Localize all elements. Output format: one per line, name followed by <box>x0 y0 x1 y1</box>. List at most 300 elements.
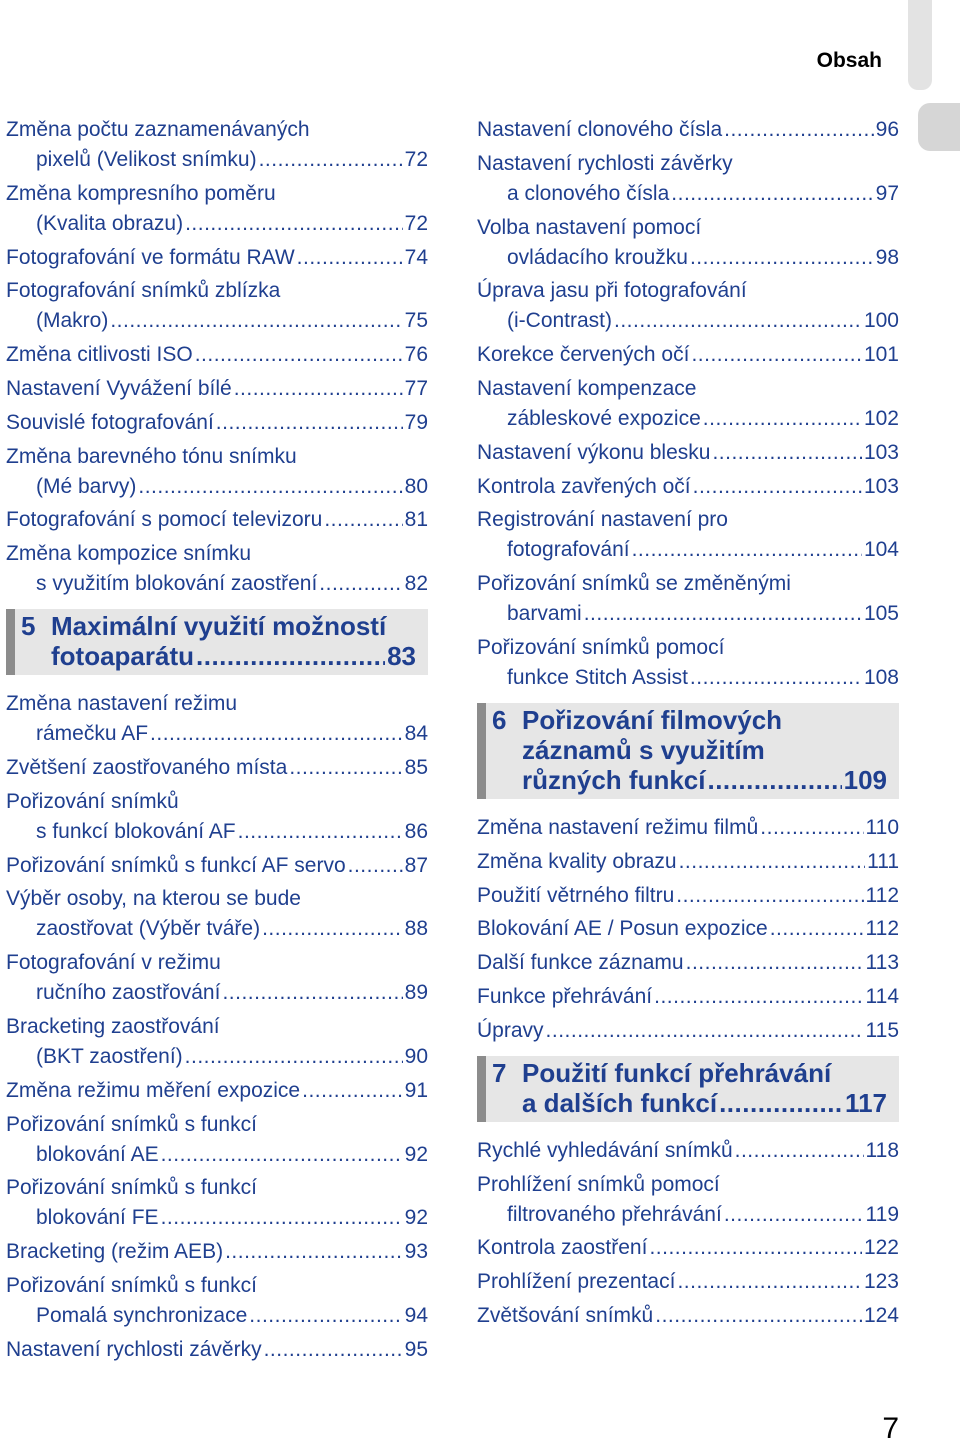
dot-leader <box>161 1140 403 1170</box>
dot-leader <box>654 982 863 1012</box>
toc-page-number: 75 <box>404 309 428 333</box>
toc-entry[interactable] <box>6 340 428 370</box>
toc-entry-text: Fotografování snímků zblízka <box>6 279 281 303</box>
toc-entry-text: Blokování AE / Posun expozice <box>477 917 768 941</box>
toc-page-number: 93 <box>404 1240 428 1264</box>
toc-entry[interactable] <box>6 1173 428 1233</box>
toc-entry-line <box>6 689 428 719</box>
toc-entry-line <box>6 243 428 273</box>
toc-section-heading[interactable] <box>477 1056 899 1122</box>
toc-entry[interactable] <box>6 115 428 175</box>
toc-entry-text: Změna nastavení režimu filmů <box>477 815 759 839</box>
toc-entry-text: Nastavení rychlosti závěrky <box>6 1337 262 1361</box>
toc-entry-line <box>477 982 899 1012</box>
dot-leader <box>679 847 865 877</box>
toc-entry-line <box>477 948 899 978</box>
dot-leader <box>691 340 862 370</box>
toc-entry-text: pixelů (Velikost snímku) <box>36 148 257 171</box>
toc-entry-line <box>6 179 428 209</box>
toc-entry[interactable] <box>477 213 899 273</box>
toc-page-number: 114 <box>865 984 899 1008</box>
toc-entry-line <box>6 719 428 749</box>
toc-entry-line <box>477 340 899 370</box>
toc-entry-text: Pořizování snímků pomocí <box>477 635 725 659</box>
toc-entry[interactable] <box>477 1301 899 1331</box>
toc-entry-line <box>477 1016 899 1046</box>
toc-entry[interactable] <box>477 847 899 877</box>
toc-entry-line <box>477 149 899 179</box>
toc-entry[interactable] <box>477 948 899 978</box>
toc-entry-text: Změna barevného tónu snímku <box>6 444 297 468</box>
toc-entry-text: fotografování <box>507 538 630 562</box>
dot-leader <box>735 1136 864 1166</box>
dot-leader <box>289 753 402 783</box>
toc-entry-line <box>6 306 428 336</box>
toc-entry[interactable] <box>6 787 428 847</box>
section-page-number: 117 <box>845 1087 887 1118</box>
toc-entry-text: zábleskové expozice <box>507 406 701 430</box>
toc-entry[interactable] <box>6 408 428 438</box>
toc-entry-line <box>477 1301 899 1331</box>
toc-entry-text: s využitím blokování zaostření <box>36 572 318 596</box>
dot-leader <box>348 851 403 881</box>
toc-entry-line <box>6 539 428 569</box>
dot-leader <box>319 569 402 599</box>
section-number: 7 <box>492 1057 507 1088</box>
toc-entry-text: blokování FE <box>36 1206 159 1230</box>
toc-entry-line <box>6 145 428 175</box>
toc-page-number: 95 <box>404 1337 428 1361</box>
toc-entry-line <box>6 1140 428 1170</box>
dot-leader <box>690 663 862 693</box>
toc-entry-line <box>477 1233 899 1263</box>
toc-entry-line <box>6 1203 428 1233</box>
toc-entry[interactable] <box>477 1233 899 1263</box>
toc-entry-line <box>477 813 899 843</box>
toc-entry-text: s funkcí blokování AF <box>36 819 236 843</box>
toc-page-number: 97 <box>875 181 899 205</box>
toc-entry-text: Pořizování snímků se změněnými <box>477 572 791 596</box>
toc-page-number: 124 <box>863 1303 899 1327</box>
dot-leader <box>185 1042 403 1072</box>
toc-entry-text: Nastavení kompenzace <box>477 376 697 400</box>
dot-leader <box>234 374 403 404</box>
section-page-number: 109 <box>843 764 887 795</box>
toc-page-number: 76 <box>404 343 428 367</box>
toc-entry[interactable] <box>6 851 428 881</box>
toc-entry-line <box>477 599 899 629</box>
toc-page-number: 92 <box>404 1142 428 1166</box>
toc-entry-line <box>6 1012 428 1042</box>
toc-entry[interactable] <box>477 438 899 468</box>
toc-entry[interactable] <box>477 115 899 145</box>
toc-page-number: 85 <box>404 755 428 779</box>
toc-entry-line <box>477 881 899 911</box>
dot-leader <box>719 1088 843 1118</box>
toc-entry-line <box>6 851 428 881</box>
toc-entry-line <box>6 115 428 145</box>
toc-page-number: 88 <box>404 917 428 941</box>
toc-entry-line <box>477 1136 899 1166</box>
dot-leader <box>724 1200 864 1230</box>
toc-entry-line <box>477 213 899 243</box>
toc-entry-text: zaostřovat (Výběr tváře) <box>36 917 261 941</box>
toc-page-number: 104 <box>863 538 899 562</box>
toc-entry-line <box>477 1170 899 1200</box>
toc-page-number: 123 <box>863 1270 899 1294</box>
toc-entry-text: Nastavení rychlosti závěrky <box>477 151 733 175</box>
toc-entry-text: blokování AE <box>36 1142 159 1166</box>
toc-page-number: 77 <box>404 376 428 400</box>
toc-entry-line <box>477 914 899 944</box>
toc-page-number: 87 <box>404 853 428 877</box>
dot-leader <box>677 1267 862 1297</box>
toc-page-number: 111 <box>867 849 899 873</box>
toc-entry-text: Kontrola zaostření <box>477 1236 648 1260</box>
toc-entry[interactable] <box>477 569 899 629</box>
toc-entry-text: Rychlé vyhledávání snímků <box>477 1138 733 1162</box>
toc-entry[interactable] <box>6 179 428 239</box>
toc-page-number: 103 <box>863 474 899 498</box>
section-title-line <box>492 705 887 735</box>
toc-entry[interactable] <box>6 1335 428 1365</box>
toc-entry-line <box>6 505 428 535</box>
toc-entry[interactable] <box>6 243 428 273</box>
section-title-text: a dalších funkcí <box>522 1087 718 1118</box>
section-title-line <box>21 641 416 671</box>
toc-entry[interactable] <box>477 914 899 944</box>
toc-page-number: 100 <box>863 309 899 333</box>
toc-entry-text: Pořizování snímků s funkcí <box>6 1176 257 1200</box>
dot-leader <box>760 813 863 843</box>
toc-entry-text: Změna kvality obrazu <box>477 849 677 873</box>
toc-entry-line <box>477 505 899 535</box>
section-title-text: Použití funkcí přehrávání <box>522 1057 832 1088</box>
dot-leader <box>671 179 873 209</box>
toc-entry-line <box>477 663 899 693</box>
toc-entry[interactable] <box>477 1136 899 1166</box>
toc-entry[interactable] <box>477 472 899 502</box>
toc-page-number: 115 <box>865 1018 899 1042</box>
toc-entry-line <box>6 1301 428 1331</box>
toc-entry-line <box>477 179 899 209</box>
toc-entry-line <box>6 1173 428 1203</box>
toc-page-number: 112 <box>865 883 899 907</box>
toc-page-number: 102 <box>863 406 899 430</box>
toc-entry[interactable] <box>477 982 899 1012</box>
toc-page-number: 89 <box>404 981 428 1005</box>
toc-entry[interactable] <box>6 1012 428 1072</box>
toc-page-number: 84 <box>404 722 428 746</box>
section-title-line <box>21 611 416 641</box>
dot-leader <box>297 243 403 273</box>
dot-leader <box>546 1016 864 1046</box>
dot-leader <box>216 408 403 438</box>
toc-entry-line <box>477 472 899 502</box>
toc-entry-text: Použití větrného filtru <box>477 883 675 907</box>
toc-entry-text: Zvětšování snímků <box>477 1303 654 1327</box>
toc-entry[interactable] <box>6 1271 428 1331</box>
toc-page-number: 110 <box>865 815 899 839</box>
dot-leader <box>238 817 403 847</box>
toc-entry[interactable] <box>6 948 428 1008</box>
section-title-text: Pořizování filmových <box>522 704 783 735</box>
dot-leader <box>161 1203 403 1233</box>
toc-section-heading[interactable] <box>477 703 899 799</box>
dot-leader <box>707 765 841 795</box>
toc-entry-line <box>6 884 428 914</box>
toc-entry-line <box>6 209 428 239</box>
toc-page-number: 105 <box>863 602 899 626</box>
toc-entry-line <box>6 1110 428 1140</box>
toc-entry-line <box>6 914 428 944</box>
toc-entry-line <box>477 847 899 877</box>
toc-entry-text: Změna režimu měření expozice <box>6 1078 301 1102</box>
toc-entry-line <box>477 438 899 468</box>
toc-page-number: 72 <box>404 148 428 171</box>
toc-page-number: 86 <box>404 819 428 843</box>
toc-entry-text: Změna kompresního poměru <box>6 181 276 205</box>
toc-entry-line <box>6 340 428 370</box>
toc-entry-text: Pořizování snímků s funkcí AF servo <box>6 853 346 877</box>
toc-entry-text: funkce Stitch Assist <box>507 665 688 689</box>
dot-leader <box>693 472 862 502</box>
toc-page-number: 72 <box>404 211 428 235</box>
toc-entry-line <box>477 1267 899 1297</box>
dot-leader <box>185 209 403 239</box>
toc-entry[interactable] <box>6 374 428 404</box>
toc-entry-line <box>477 535 899 565</box>
dot-leader <box>110 306 402 336</box>
toc-entry-text: Prohlížení snímků pomocí <box>477 1172 720 1196</box>
dot-leader <box>259 145 403 175</box>
toc-entry-text: ovládacího kroužku <box>507 245 688 269</box>
dot-leader <box>770 914 864 944</box>
toc-entry-text: Další funkce záznamu <box>477 951 684 975</box>
toc-entry-line <box>6 1335 428 1365</box>
toc-entry[interactable] <box>6 442 428 502</box>
toc-entry-text: Úprava jasu při fotografování <box>477 279 747 303</box>
toc-entry-text: Změna nastavení režimu <box>6 692 238 716</box>
toc-page-number: 101 <box>863 343 899 367</box>
toc-entry-text: Změna citlivosti ISO <box>6 343 193 367</box>
toc-entry-text: Fotografování ve formátu RAW <box>6 245 295 269</box>
toc-entry[interactable] <box>6 1237 428 1267</box>
dot-leader <box>264 1335 403 1365</box>
dot-leader <box>712 438 861 468</box>
toc-entry[interactable] <box>6 689 428 749</box>
toc-page-number: 79 <box>404 410 428 434</box>
toc-entry-text: Fotografování s pomocí televizoru <box>6 508 323 532</box>
dot-leader <box>686 948 864 978</box>
header-tab-decoration <box>908 0 932 90</box>
toc-entry-line <box>6 374 428 404</box>
dot-leader <box>138 472 402 502</box>
dot-leader <box>324 505 402 535</box>
toc-entry-text: Pořizování snímků s funkcí <box>6 1112 257 1136</box>
toc-page-number: 92 <box>404 1206 428 1230</box>
toc-left-column <box>6 115 428 1369</box>
toc-entry-text: (BKT zaostření) <box>36 1044 183 1068</box>
toc-entry-text: filtrovaného přehrávání <box>507 1202 722 1226</box>
toc-entry-text: Bracketing (režim AEB) <box>6 1240 224 1264</box>
page-header-title: Obsah <box>816 49 882 72</box>
toc-page-number: 91 <box>404 1078 428 1102</box>
toc-entry-text: Prohlížení prezentací <box>477 1270 676 1294</box>
toc-entry-text: Nastavení výkonu blesku <box>477 440 711 464</box>
toc-entry-line <box>477 115 899 145</box>
toc-page-number: 103 <box>863 440 899 464</box>
toc-entry-line <box>6 978 428 1008</box>
dot-leader <box>225 1237 403 1267</box>
toc-entry-line <box>477 633 899 663</box>
toc-entry[interactable] <box>6 753 428 783</box>
toc-entry-line <box>6 276 428 306</box>
section-title-line <box>492 1058 887 1088</box>
dot-leader <box>703 404 862 434</box>
toc-entry-text: Kontrola zavřených očí <box>477 474 691 498</box>
section-title-line <box>492 735 887 765</box>
toc-entry[interactable] <box>477 505 899 565</box>
toc-entry-text: (Mé barvy) <box>36 474 137 498</box>
toc-entry[interactable] <box>6 276 428 336</box>
toc-entry-text: Změna počtu zaznamenávaných <box>6 118 310 141</box>
toc-entry-text: barvami <box>507 602 582 626</box>
toc-entry-text: Fotografování v režimu <box>6 951 221 975</box>
toc-entry[interactable] <box>477 340 899 370</box>
toc-entry-text: Pořizování snímků s funkcí <box>6 1273 257 1297</box>
toc-entry-text: Bracketing zaostřování <box>6 1014 220 1038</box>
toc-entry[interactable] <box>477 374 899 434</box>
toc-page-number: 82 <box>404 572 428 596</box>
section-number: 5 <box>21 611 36 642</box>
toc-entry-text: Pomalá synchronizace <box>36 1303 248 1327</box>
toc-page-number: 96 <box>875 118 899 141</box>
toc-entry-line <box>6 1042 428 1072</box>
toc-entry-line <box>6 1237 428 1267</box>
toc-entry-text: ručního zaostřování <box>36 981 221 1005</box>
toc-entry-text: Nastavení Vyvážení bílé <box>6 376 232 400</box>
section-title-text: záznamů s využitím <box>522 734 765 765</box>
section-page-number: 83 <box>387 641 416 672</box>
toc-page-number: 81 <box>404 508 428 532</box>
toc-entry-line <box>6 442 428 472</box>
section-title-text: různých funkcí <box>522 764 706 795</box>
dot-leader <box>196 641 385 671</box>
toc-entry-text: Registrování nastavení pro <box>477 508 728 532</box>
chapter-tab-marker <box>918 103 960 151</box>
toc-entry-text: Funkce přehrávání <box>477 984 653 1008</box>
dot-leader <box>195 340 403 370</box>
toc-entry-line <box>477 569 899 599</box>
dot-leader <box>690 243 874 273</box>
dot-leader <box>584 599 862 629</box>
toc-entry-text: Úpravy <box>477 1018 544 1042</box>
toc-entry-line <box>477 1200 899 1230</box>
toc-entry-text: Změna kompozice snímku <box>6 542 252 566</box>
toc-entry-text: (Kvalita obrazu) <box>36 211 184 235</box>
toc-entry[interactable] <box>477 276 899 336</box>
toc-entry[interactable] <box>6 505 428 535</box>
toc-right-column <box>477 115 899 1335</box>
toc-entry-line <box>6 948 428 978</box>
toc-page-number: 118 <box>865 1138 899 1162</box>
toc-page-number: 119 <box>865 1202 899 1226</box>
section-title-text: Maximální využití možností <box>51 611 387 642</box>
toc-entry-text: Souvislé fotografování <box>6 410 214 434</box>
section-number: 6 <box>492 704 507 735</box>
toc-entry-line <box>6 787 428 817</box>
toc-entry-line <box>6 472 428 502</box>
dot-leader <box>302 1076 403 1106</box>
toc-page-number: 98 <box>875 245 899 269</box>
toc-entry[interactable] <box>477 813 899 843</box>
toc-entry-text: a clonového čísla <box>507 181 670 205</box>
toc-entry[interactable] <box>6 539 428 599</box>
toc-entry-line <box>6 1271 428 1301</box>
dot-leader <box>649 1233 862 1263</box>
toc-entry-line <box>477 276 899 306</box>
toc-entry-line <box>6 753 428 783</box>
toc-entry-text: Výběr osoby, na kterou se bude <box>6 887 301 911</box>
toc-entry-line <box>6 408 428 438</box>
toc-page-number: 113 <box>865 951 899 975</box>
dot-leader <box>222 978 402 1008</box>
page-number: 7 <box>882 1412 899 1445</box>
toc-section-heading[interactable] <box>6 609 428 675</box>
section-title-line <box>492 1088 887 1118</box>
toc-entry[interactable] <box>477 1170 899 1230</box>
toc-entry-text: rámečku AF <box>36 722 149 746</box>
toc-entry-text: Pořizování snímků <box>6 789 179 813</box>
toc-page-number: 108 <box>863 665 899 689</box>
toc-page-number: 90 <box>404 1044 428 1068</box>
dot-leader <box>150 719 403 749</box>
section-title-line <box>492 765 887 795</box>
toc-entry-text: Korekce červených očí <box>477 343 690 367</box>
dot-leader <box>614 306 862 336</box>
toc-entry[interactable] <box>6 1076 428 1106</box>
toc-entry[interactable] <box>477 881 899 911</box>
toc-entry-line <box>6 569 428 599</box>
dot-leader <box>249 1301 402 1331</box>
toc-page-number: 74 <box>404 245 428 269</box>
toc-entry[interactable] <box>6 1110 428 1170</box>
section-title-text: fotoaparátu <box>51 641 194 672</box>
toc-entry[interactable] <box>477 149 899 209</box>
toc-entry-text: (i-Contrast) <box>507 309 613 333</box>
toc-page-number: 112 <box>865 917 899 941</box>
toc-entry[interactable] <box>6 884 428 944</box>
toc-entry[interactable] <box>477 1267 899 1297</box>
toc-entry[interactable] <box>477 1016 899 1046</box>
toc-entry-line <box>477 374 899 404</box>
toc-entry-text: Volba nastavení pomocí <box>477 215 702 239</box>
toc-entry-line <box>6 1076 428 1106</box>
toc-entry-text: (Makro) <box>36 309 109 333</box>
dot-leader <box>724 115 874 145</box>
dot-leader <box>655 1301 862 1331</box>
toc-entry-text: Zvětšení zaostřovaného místa <box>6 755 288 779</box>
toc-page-number: 94 <box>404 1303 428 1327</box>
toc-page-number: 122 <box>863 1236 899 1260</box>
toc-entry[interactable] <box>477 633 899 693</box>
toc-entry-line <box>6 817 428 847</box>
toc-entry-text: Nastavení clonového čísla <box>477 118 723 141</box>
dot-leader <box>676 881 863 911</box>
toc-entry-line <box>477 404 899 434</box>
toc-page-number: 80 <box>404 474 428 498</box>
